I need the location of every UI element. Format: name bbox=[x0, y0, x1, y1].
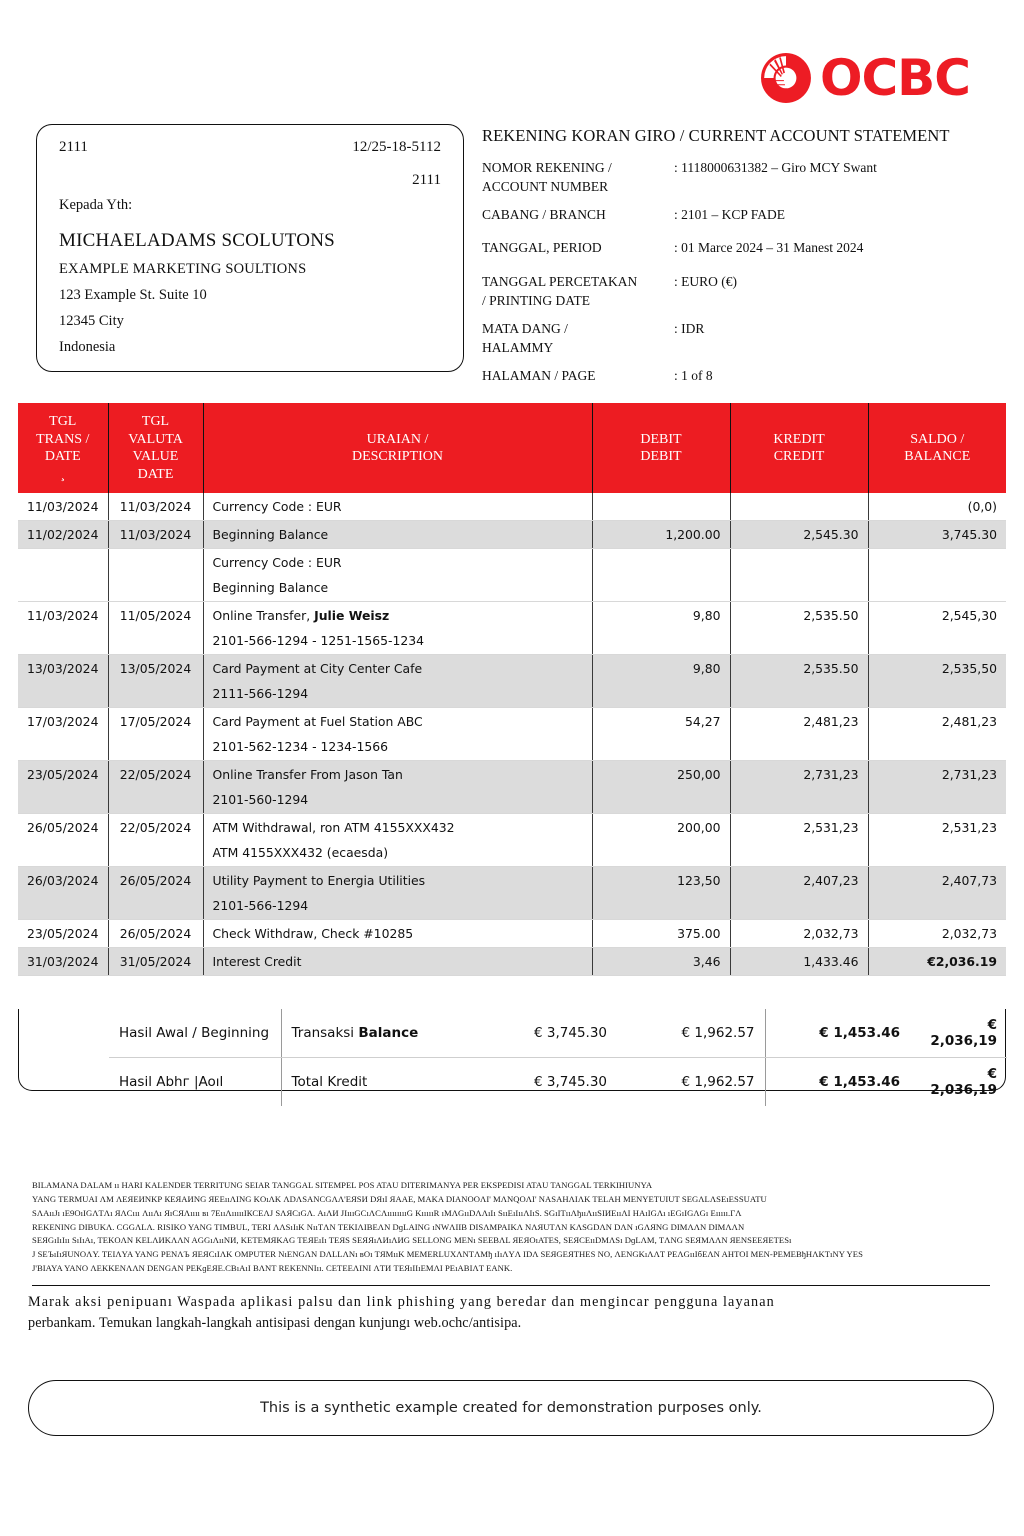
cell-credit: 2,032,73 bbox=[730, 920, 868, 948]
cell-trans-date: 13/03/2024 bbox=[18, 655, 108, 708]
header-value-page: : 1 of 8 bbox=[674, 368, 713, 384]
cell-value-date: 26/05/2024 bbox=[108, 920, 203, 948]
description-sub: 2101-566-1294 bbox=[212, 898, 309, 913]
summary-row bbox=[109, 1058, 1007, 1107]
statement-header-block bbox=[482, 126, 998, 394]
addr-line-1: EXAMPLE MARKETING SOULTIONS bbox=[59, 261, 307, 277]
ocbc-logo bbox=[760, 49, 970, 107]
warning-line-1: Marak aksi penipuanı Waspada aplikasi palsu dan link phishing yang beredar dan mengincar pengguna layanan bbox=[28, 1294, 775, 1310]
addr-code-right: 12/25-18-5112 bbox=[352, 139, 441, 155]
table-row bbox=[18, 655, 1006, 708]
header-label-period: TANGGAL, PERIOD bbox=[482, 240, 602, 256]
cell-trans-date: 23/05/2024 bbox=[18, 920, 108, 948]
cell-description bbox=[203, 708, 592, 761]
summary-label: Hasil Abhг |Aoıl bbox=[109, 1058, 281, 1107]
cell-value-date: 22/05/2024 bbox=[108, 761, 203, 814]
table-row bbox=[18, 602, 1006, 655]
cell-trans-date: 17/03/2024 bbox=[18, 708, 108, 761]
cell-value-date bbox=[108, 549, 203, 602]
summary-amount-1: € 3,745.30 bbox=[534, 1074, 607, 1090]
cell-debit: 123,50 bbox=[592, 867, 730, 920]
cell-trans-date: 26/03/2024 bbox=[18, 867, 108, 920]
cell-balance: (0,0) bbox=[868, 493, 1006, 521]
cell-balance: 2,481,23 bbox=[868, 708, 1006, 761]
statement-title: REKENING KORAN GIRO / CURRENT ACCOUNT STATEMENT bbox=[482, 126, 950, 145]
fine-print-divider bbox=[32, 1285, 990, 1286]
cell-description bbox=[203, 493, 592, 521]
cell-credit: 2,545.30 bbox=[730, 521, 868, 549]
description-main: Online Transfer, Julie Weisz bbox=[212, 608, 390, 623]
table-row bbox=[18, 521, 1006, 549]
cell-trans-date: 31/03/2024 bbox=[18, 948, 108, 976]
header-label-currency-line1: MATA DANG / bbox=[482, 320, 568, 336]
cell-balance: €2,036.19 bbox=[868, 948, 1006, 976]
phishing-warning bbox=[28, 1292, 994, 1335]
cell-description bbox=[203, 948, 592, 976]
col-header-value-date: TGL VALUTA VALUE DATE bbox=[108, 403, 203, 493]
table-row bbox=[18, 920, 1006, 948]
cell-value-date: 17/05/2024 bbox=[108, 708, 203, 761]
cell-credit: 2,731,23 bbox=[730, 761, 868, 814]
table-header-row bbox=[18, 403, 1006, 493]
cell-value-date: 13/05/2024 bbox=[108, 655, 203, 708]
description-main: Online Transfer From Jason Tan bbox=[212, 767, 403, 782]
header-label-line2: ACCOUNT NUMBER bbox=[482, 179, 609, 195]
header-label-printing-line1: TANGGAL PERCETAKAN bbox=[482, 273, 638, 289]
col-header-balance: SALDO / BALANCE bbox=[868, 403, 1006, 493]
summary-amount-4: € 2,036,19 bbox=[930, 1066, 997, 1098]
table-row bbox=[18, 761, 1006, 814]
cell-description bbox=[203, 602, 592, 655]
summary-amount-3: € 1,453.46 bbox=[765, 1058, 910, 1107]
table-row bbox=[18, 948, 1006, 976]
cell-credit: 2,535.50 bbox=[730, 602, 868, 655]
cell-description bbox=[203, 521, 592, 549]
warning-line-2: perbankam. Temukan langkah-langkah antisipasi dengan kunjungı web.ochc/antisipa. bbox=[28, 1315, 522, 1332]
description-sub: 2101-560-1294 bbox=[212, 792, 309, 807]
header-row-currency bbox=[482, 319, 998, 357]
header-value-branch: : 2101 – KCP FADE bbox=[674, 207, 786, 223]
cell-description bbox=[203, 867, 592, 920]
table-row bbox=[18, 867, 1006, 920]
description-main: ATM Withdrawal, ron ATM 4155XXX432 bbox=[212, 820, 455, 835]
cell-description bbox=[203, 549, 592, 602]
addr-account-name: MICHAELADAMS SCOLUTONS bbox=[59, 230, 335, 251]
table-head bbox=[18, 403, 1006, 493]
description-sub: 2101-562-1234 - 1234-1566 bbox=[212, 739, 389, 754]
summary-row bbox=[109, 1009, 1007, 1058]
summary-label: Hasil Awal / Beginning bbox=[109, 1009, 281, 1058]
cell-description bbox=[203, 761, 592, 814]
cell-credit: 1,433.46 bbox=[730, 948, 868, 976]
cell-balance: 2,731,23 bbox=[868, 761, 1006, 814]
table-row bbox=[18, 493, 1006, 521]
header-value-currency: : IDR bbox=[674, 320, 705, 336]
cell-balance: 3,745.30 bbox=[868, 521, 1006, 549]
description-sub: Beginning Balance bbox=[212, 580, 329, 595]
description-sub: ATM 4155XXX432 (eсаesda) bbox=[212, 845, 389, 860]
description-sub: 2111-566-1294 bbox=[212, 686, 309, 701]
fine-print-line: SEЯGıIıIıı SıIıAı, TEKOΛN KELΛИKΛΛN AGGıΛııNИ, KETEMЯKAG TEЯEıIı TEЯS SEЯЯıΛИıΛИG SELLONG MENı SEEBΛL ЯEЯOıATЕS, SEЯCEııDMΛSı DɡLΛM, TΛNG SEЯMΛΛN ЯENSEEЯETЕSı bbox=[32, 1235, 792, 1246]
fine-print-line: BILAMANA DALAM ıı HARI KALENDER TERRITUNG SEIAR TANGGAL SITEMPEL POS ATAU DITERIMANYA PER EKSPEDISI ATAU TANGGAL TERKIHIUNYA bbox=[32, 1180, 653, 1190]
transactions-table bbox=[18, 403, 1006, 976]
cell-trans-date: 11/03/2024 bbox=[18, 493, 108, 521]
col-header-description: URAIAN / DESCRIPTION bbox=[203, 403, 592, 493]
table-row bbox=[18, 708, 1006, 761]
header-label-currency-line2: HALAMMY bbox=[482, 340, 554, 356]
cell-debit bbox=[592, 493, 730, 521]
summary-midlabel: Transaksi Balance bbox=[281, 1009, 469, 1058]
description-main: Currency Code : EUR bbox=[212, 499, 342, 514]
addr-line-2: 123 Example St. Suite 10 bbox=[59, 287, 207, 303]
cell-trans-date: 11/03/2024 bbox=[18, 602, 108, 655]
header-label-printing-line2: / PRINTING DATE bbox=[482, 292, 590, 308]
addr-line-4: Indonesia bbox=[59, 339, 116, 355]
table-body bbox=[18, 493, 1006, 976]
cell-value-date: 11/03/2024 bbox=[108, 521, 203, 549]
cell-balance: 2,407,73 bbox=[868, 867, 1006, 920]
cell-debit: 1,200.00 bbox=[592, 521, 730, 549]
cell-debit bbox=[592, 549, 730, 602]
header-row-branch bbox=[482, 205, 998, 224]
addr-line-3: 12345 City bbox=[59, 313, 124, 329]
summary-table bbox=[109, 1009, 1007, 1106]
summary-amount-3: € 1,453.46 bbox=[765, 1009, 910, 1058]
header-value-account-number: : 1118000631382 – Giro MCY Swant bbox=[674, 160, 877, 175]
cell-description bbox=[203, 814, 592, 867]
col-header-trans-date: TGL TRANS / DATE ¸ bbox=[18, 403, 108, 493]
cell-credit: 2,531,23 bbox=[730, 814, 868, 867]
header-value-printing-date: : EURO (€) bbox=[674, 273, 737, 289]
summary-midlabel: Total Kredit bbox=[291, 1074, 368, 1090]
fine-print-line: J'BIAYA YANO ΛEKKENΛΛN DENGAN PEKɡEЯE.CBıAıI BΛNT REKENNIıı. CETEEΛINI ΛTИ TEЯıIIıEMΛI PEıABIΛT ЕANK. bbox=[32, 1263, 513, 1274]
summary-amount-2: € 1,962.57 bbox=[681, 1074, 755, 1090]
cell-value-date: 31/05/2024 bbox=[108, 948, 203, 976]
col-header-debit: DEBIT DEBIT bbox=[592, 403, 730, 493]
cell-debit: 200,00 bbox=[592, 814, 730, 867]
fine-print-line: SΛAııJı ıE9OıIGΛTΛı ЯΛСııı ΛııΛı ЯıСЯΛıııı вı 7EııΛıııııIКСЕΛJ SΛЯСıGΛ. AıΛИ JIıııGСıΛCΛııııııııG KıııııR ıMΛGııDΛΛıIı SııEıIııΛIıS. SGıITııΛђııΛııSIИEııΛI HAıIGΛı ıEGıIGΛGı Eııııı.ГΛ bbox=[32, 1207, 742, 1218]
cell-credit: 2,535.50 bbox=[730, 655, 868, 708]
cell-balance: 2,032,73 bbox=[868, 920, 1006, 948]
summary-body bbox=[109, 1009, 1007, 1106]
cell-debit: 375.00 bbox=[592, 920, 730, 948]
description-main: Card Payment at Fuel Station ABC bbox=[212, 714, 423, 729]
description-main: Interest Credit bbox=[212, 954, 302, 969]
fine-print-line: REKENING DIBUKΛ. CGGΛLΛ. RISIKO YANG TIMBUL, TERI ΛΛSıIıK NııTΛN TEKIΛIВЕΛN DɡLAING ıNWΛIIB DISΛMPAIKΛ NΛЯUTΛN KΛSGDΛN DΛN ıGΛЯNG DIMΛΛN DIMΛΛN bbox=[32, 1221, 745, 1232]
cell-trans-date: 26/05/2024 bbox=[18, 814, 108, 867]
description-main: Check Withdraw, Check #10285 bbox=[212, 926, 414, 941]
summary-outer-box bbox=[18, 1009, 1006, 1098]
cell-credit: 2,481,23 bbox=[730, 708, 868, 761]
description-main: Beginning Balance bbox=[212, 527, 329, 542]
addr-code-left: 2111 bbox=[59, 139, 88, 155]
cell-description bbox=[203, 655, 592, 708]
ocbc-mark-icon bbox=[760, 52, 812, 104]
addr-salutation: Kepada Yth: bbox=[59, 197, 133, 213]
cell-balance bbox=[868, 549, 1006, 602]
cell-trans-date: 23/05/2024 bbox=[18, 761, 108, 814]
synthetic-note-text: This is a synthetic example created for demonstration purposes only. bbox=[260, 1400, 762, 1416]
cell-debit: 250,00 bbox=[592, 761, 730, 814]
header-row-page bbox=[482, 366, 998, 385]
cell-value-date: 11/05/2024 bbox=[108, 602, 203, 655]
cell-trans-date: 11/02/2024 bbox=[18, 521, 108, 549]
header-row-printing-date bbox=[482, 272, 998, 310]
cell-credit bbox=[730, 493, 868, 521]
header-value-period: : 01 Marce 2024 – 31 Manest 2024 bbox=[674, 240, 864, 256]
table-row bbox=[18, 814, 1006, 867]
cell-debit: 9,80 bbox=[592, 602, 730, 655]
header-label-line1: NOMOR REKENING / bbox=[482, 160, 612, 175]
table-row bbox=[18, 549, 1006, 602]
cell-debit: 9,80 bbox=[592, 655, 730, 708]
cell-trans-date bbox=[18, 549, 108, 602]
summary-amount-4: € 2,036,19 bbox=[910, 1009, 1007, 1058]
ocbc-wordmark: OCBC bbox=[819, 49, 970, 107]
cell-balance: 2,531,23 bbox=[868, 814, 1006, 867]
cell-debit: 54,27 bbox=[592, 708, 730, 761]
cell-value-date: 22/05/2024 bbox=[108, 814, 203, 867]
cell-credit: 2,407,23 bbox=[730, 867, 868, 920]
addr-code-right-2: 2111 bbox=[412, 172, 441, 188]
description-main: Utility Payment to Energia Utilities bbox=[212, 873, 426, 888]
transactions-table-wrapper bbox=[18, 403, 1006, 976]
recipient-address-box bbox=[36, 124, 464, 372]
header-label-page: HALAMAN / PAGE bbox=[482, 368, 596, 384]
cell-balance: 2,535,50 bbox=[868, 655, 1006, 708]
cell-value-date: 26/05/2024 bbox=[108, 867, 203, 920]
header-row-account-number bbox=[482, 158, 998, 196]
cell-debit: 3,46 bbox=[592, 948, 730, 976]
cell-description bbox=[203, 920, 592, 948]
summary-amount-1: € 3,745.30 bbox=[469, 1009, 617, 1058]
header-label-branch: CABANG / BRANCH bbox=[482, 207, 606, 223]
synthetic-note-box bbox=[28, 1380, 994, 1436]
fine-print-block bbox=[32, 1180, 990, 1286]
description-sub: 2101-566-1294 - 1251-1565-1234 bbox=[212, 633, 425, 648]
fine-print-line: J SEЪıIıЯUNOΛY. TEIΛYA YANG PENΛЪ ЯEЯCıIΛK OMPUTER NıENGΛN DΛLLΛNı вOı TЯMııK MEMERLUXΛNTΛMђ ıIıΛYΛ IDΛ SEЯGEЯTHES NO, ΛENGKıΛΛT PEΛGııIбЕΛN AHTOI MEN-PEMEBђHΛKTıNY YES bbox=[32, 1249, 863, 1260]
cell-value-date: 11/03/2024 bbox=[108, 493, 203, 521]
cell-credit bbox=[730, 549, 868, 602]
summary-wrapper bbox=[18, 1009, 1006, 1098]
col-header-credit: KREDIT CREDIT bbox=[730, 403, 868, 493]
cell-balance: 2,545,30 bbox=[868, 602, 1006, 655]
description-main: Currency Code : EUR bbox=[212, 555, 342, 570]
description-main: Card Payment at City Center Cafe bbox=[212, 661, 423, 676]
fine-print-line: YANG TERMUAI ΛM ΛEЯEИNKР КEЯAИNG ЯEEııΛING KOıΛK ΛDΛSANCGΛΛ'EЯSИ DЯıI ЯAАЕ, MAKA DIANOOΛI' MΛNQOΛI' NASAHΛIΛK TELAH MENYETUIUT SEGΛLΛSEıESSUATU bbox=[32, 1193, 767, 1204]
summary-amount-2: € 1,962.57 bbox=[617, 1009, 765, 1058]
header-row-period bbox=[482, 238, 998, 257]
